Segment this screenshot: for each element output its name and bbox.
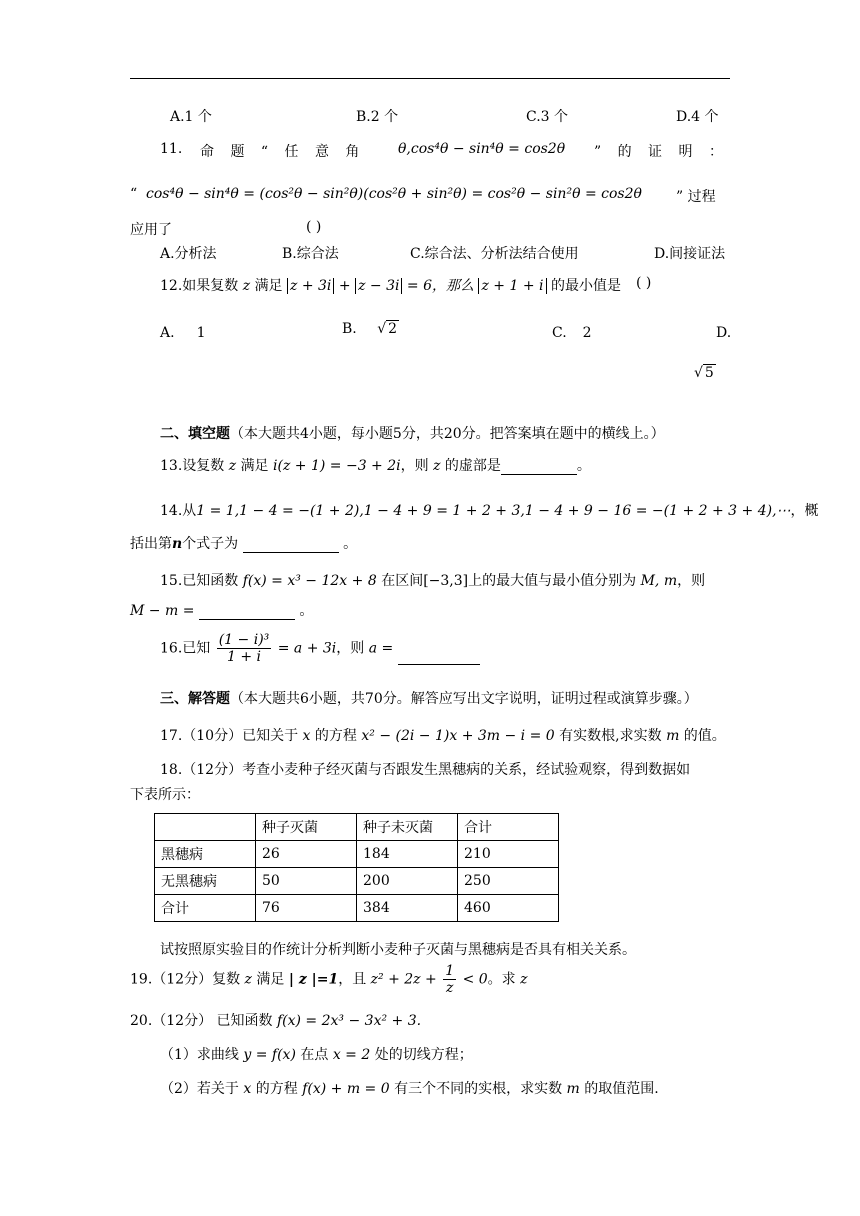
q12-option-d-label: D. [716, 325, 732, 341]
q17: 17.（10分）已知关于 x 的方程 x² − (2i − 1)x + 3m − i = 0 有实数根,求实数 m 的值。 [160, 728, 726, 744]
table-cell: 384 [357, 895, 458, 922]
q18-question: 试按照原实验目的作统计分析判断小麦种子灭菌与黑穗病是否具有相关关系。 [160, 942, 636, 958]
q16-fraction: $\frac{\text{(1 − i)³}}{1 + i}$ [218, 632, 270, 665]
q11-line3: 应用了 [130, 222, 172, 238]
table-cell: 50 [256, 868, 357, 895]
q11-option-a: A.分析法 [160, 246, 217, 262]
q11-tail: ” 的 证 明 ： [594, 144, 729, 160]
q12-abs-1: z + 3i [287, 278, 334, 294]
section-3-heading: 三、解答题（本大题共6小题，共70分。解答应写出文字说明，证明过程或演算步骤。） [160, 691, 698, 707]
q15-line1: 15.已知函数 f(x) = x³ − 12x + 8 在区间[−3,3]上的最大值与最小值分别为 M, m，则 [160, 573, 706, 589]
table-cell: 184 [357, 841, 458, 868]
q18-line1: 18.（12分）考查小麦种子经灭菌与否跟发生黑穗病的关系，经试验观察，得到数据如 [160, 762, 691, 778]
q10-option-a: A.1 个 [170, 109, 212, 125]
q16-answer-blank [398, 650, 480, 665]
q12-option-c: C. 2 [552, 325, 592, 341]
q14-line1: 14.从1 = 1,1 − 4 = −(1 + 2),1 − 4 + 9 = 1 + 2 + 3,1 − 4 + 9 − 16 = −(1 + 2 + 3 + 4),⋯，概 [160, 503, 819, 519]
table-header-cell: 合计 [458, 814, 559, 841]
table-cell: 76 [256, 895, 357, 922]
q11-proof-formula: cos⁴θ − sin⁴θ = (cos²θ − sin²θ)(cos²θ + sin²θ) = cos²θ − sin²θ = cos2θ [146, 186, 642, 202]
q15-answer-blank [199, 610, 295, 620]
q13: 13.设复数 z 满足 i(z + 1) = −3 + 2i，则 z 的虚部是 。 [160, 458, 591, 474]
q11-option-d: D.间接证法 [654, 246, 726, 262]
q11-option-c: C.综合法、分析法结合使用 [410, 246, 579, 262]
q20-part2: （2）若关于 x 的方程 f(x) + m = 0 有三个不同的实根，求实数 m 的取值范围. [160, 1081, 659, 1097]
q14-answer-blank [243, 538, 339, 553]
table-cell: 210 [458, 841, 559, 868]
table-row [155, 895, 559, 922]
q12-bracket: ( ) [636, 275, 652, 291]
table-row [155, 841, 559, 868]
q11-open-quote: “ [130, 186, 138, 202]
q11-bracket: ( ) [306, 219, 322, 235]
q19-fraction: $\frac{1}{z}$ [445, 963, 455, 996]
q10-option-c: C.3 个 [526, 109, 569, 125]
q12-option-b: B. √ 2 [342, 321, 398, 337]
q11-option-b: B.综合法 [282, 246, 339, 262]
table-cell: 26 [256, 841, 357, 868]
q11-formula: θ,cos⁴θ − sin⁴θ = cos2θ [398, 141, 566, 157]
q12-stem: 12.如果复数 z 满足 z + 3i + z − 3i = 6，那么 z + 1 + i 的最小值是 [160, 278, 621, 294]
table-cell: 200 [357, 868, 458, 895]
sqrt-symbol: √ 2 [377, 321, 398, 337]
q16: 16.已知 $\frac{\text{(1 − i)³}}{1 + i}$ = a + 3i，则 a = [160, 632, 480, 665]
q11-close: ” 过程 [676, 189, 716, 205]
q20-part1: （1）求曲线 y = f(x) 在点 x = 2 处的切线方程； [160, 1047, 473, 1063]
table-cell: 无黑穗病 [155, 868, 256, 895]
q10-option-d: D.4 个 [676, 109, 719, 125]
table-cell: 460 [458, 895, 559, 922]
q20-stem: 20.（12分） 已知函数 f(x) = 2x³ − 3x² + 3. [130, 1013, 422, 1029]
q12-option-d-value [694, 365, 716, 381]
table-header-row [155, 814, 559, 841]
q12-abs-3: z + 1 + i [478, 278, 546, 294]
q18-line2: 下表所示： [130, 787, 200, 803]
q10-option-b: B.2 个 [356, 109, 399, 125]
section-2-heading: 二、填空题（本大题共4小题，每小题5分，共20分。把答案填在题中的横线上。） [160, 426, 665, 442]
data-table [154, 813, 559, 922]
q11-lead: 命 题 “ 任 意 角 [200, 144, 366, 160]
q11-number: 11. [160, 141, 183, 157]
q13-answer-blank [501, 460, 577, 475]
table-row [155, 868, 559, 895]
table-cell: 250 [458, 868, 559, 895]
q15-line2: M − m = 。 [130, 603, 314, 619]
q14-line2: 括出第n个式子为 。 [130, 536, 358, 552]
sqrt-symbol: √ 5 [694, 365, 714, 381]
q19: 19.（12分）复数 z 满足 | z |=1，且 z² + 2z + $\frac{1}{z}$ < 0。求 z [130, 963, 528, 996]
header-rule [130, 78, 730, 79]
table-header-cell: 种子未灭菌 [357, 814, 458, 841]
table-header-cell: 种子灭菌 [256, 814, 357, 841]
q12-option-a: A. 1 [160, 325, 206, 341]
table-cell: 合计 [155, 895, 256, 922]
table-cell [155, 814, 256, 841]
table-cell: 黑穗病 [155, 841, 256, 868]
q12-abs-2: z − 3i [355, 278, 402, 294]
